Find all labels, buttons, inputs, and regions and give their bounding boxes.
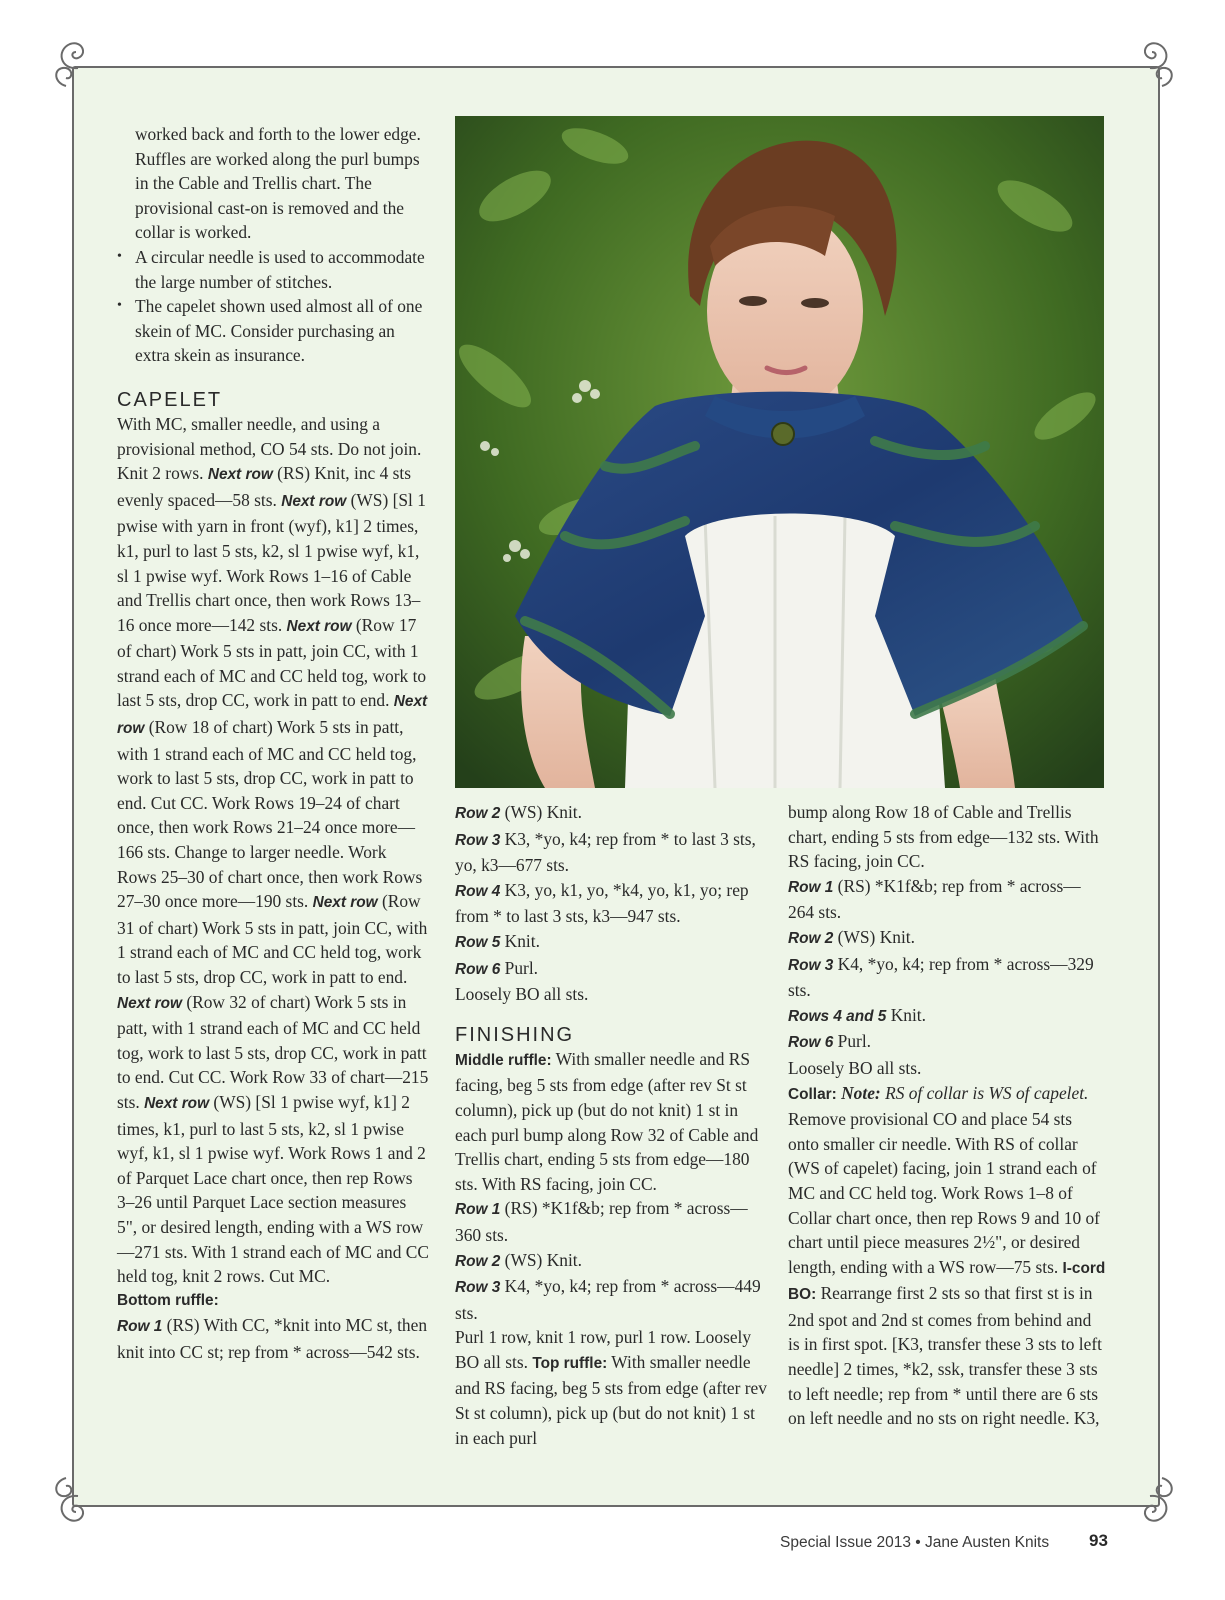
top-row3: Row 3 K4, *yo, k4; rep from * across—329 sts.: [788, 953, 1094, 1001]
middle-row1: Row 1 (RS) *K1f&b; rep from * across—360 sts.: [455, 1198, 748, 1245]
corner-swirl-top-left: [48, 28, 110, 90]
column-2: [455, 800, 771, 1450]
row2-text: Row 2 (WS) Knit.: [455, 802, 582, 822]
capelet-heading: CAPELET: [117, 388, 223, 411]
top-row6: Row 6 Purl.: [788, 1031, 872, 1052]
row3-text: Row 3 K3, *yo, k4; rep from * to last 3 sts, yo, k3—677 sts.: [455, 828, 756, 876]
top-row1: Row 1 (RS) *K1f&b; rep from * across—264 sts.: [788, 875, 1081, 923]
bind-off-text: Loosely BO all sts.: [455, 984, 589, 1005]
top-ruffle-continued: bump along Row 18 of Cable and Trellis chart, ending 5 sts from edge—132 sts. With RS facing, join CC.: [788, 802, 1099, 872]
footer-issue: Special Issue 2013 • Jane Austen Knits: [780, 1534, 1050, 1551]
middle-row3: Row 3 K4, *yo, k4; rep from * across—449 sts.: [455, 1276, 761, 1323]
corner-swirl-bottom-left: [48, 1474, 110, 1536]
finishing-heading: FINISHING: [455, 1023, 575, 1046]
capelet-instructions: With MC, smaller needle, and using a provisional method, CO 54 sts. Do not join. Knit 2 rows. Next row (RS) Knit, inc 4 sts evenly spaced—58 sts. Next row (WS) [Sl 1 pwise with yarn in front (wyf), k1] 2 times, k1, purl to last 5 sts, k2, sl 1 pwise wyf, k1, sl 1 pwise wyf. Work Rows 1–16 of Cable and Trellis chart once, then work Rows 13–16 once more—142 sts. Next row (Row 17 of chart) Work 5 sts in patt, join CC, with 1 strand each of MC and CC held tog, work to last 5 sts, drop CC, work in patt to end. Next row (Row 18 of chart) Work 5 sts in patt, with 1 strand each of MC and CC held tog, work to last 5 sts, drop CC, work in patt to end. Cut CC. Work Rows 19–24 of chart once, then work Rows 21–24 once more—166 sts. Change to larger needle. Work Rows 25–30 of chart once, then work Rows 27–30 once more—190 sts. Next row (Row 31 of chart) Work 5 sts in patt, join CC, with 1 strand each of MC and CC held tog, work to last 5 sts, drop CC, work in patt to end. Next row (Row 32 of chart) Work 5 sts in patt, with 1 strand each of MC and CC held tog, work to last 5 sts, drop CC, work in patt to end. Cut CC. Work Row 33 of chart—215 sts. Next row (WS) [Sl 1 pwise wyf, k1] 2 times, k1, purl to last 5 sts, k2, sl 1 pwise wyf, k1, sl 1 pwise wyf. Work Rows 1 and 2 of Parquet Lace chart once, then rep Rows 3–26 until Parquet Lace section measures 5", or desired length, ending with a WS row—271 sts. With 1 strand each of MC and CC held tog, knit 2 rows. Cut MC.: [117, 413, 429, 1287]
column-3: [788, 800, 1106, 1431]
row6-text: Row 6 Purl.: [455, 957, 539, 978]
intro-text: worked back and forth to the lower edge. Ruffles are worked along the purl bumps in the Cable and Trellis chart. The provisional cast-on is removed and the collar is worked.: [135, 124, 421, 243]
row4-text: Row 4 K3, yo, k1, yo, *k4, yo, k1, yo; rep from * to last 3 sts, k3—947 sts.: [455, 879, 749, 927]
middle-row2: Row 2 (WS) Knit.: [455, 1249, 582, 1270]
bottom-ruffle-label: Bottom ruffle:: [117, 1291, 219, 1309]
middle-ruffle-text: Middle ruffle: With smaller needle and RS facing, beg 5 sts from edge (after rev St st column), pick up (but do not knit) 1 st in each purl bump along Row 32 of Cable and Trellis chart, ending 5 sts from edge—180 sts. With RS facing, join CC.: [455, 1048, 759, 1194]
capelet-photo: [455, 116, 1104, 788]
page-number: 93: [1089, 1531, 1108, 1550]
corner-swirl-top-right: [1118, 28, 1180, 90]
top-ruffle-text: Purl 1 row, knit 1 row, purl 1 row. Loosely BO all sts. Top ruffle: With smaller needle and RS facing, beg 5 sts from edge (after rev St st column), pick up (but do not knit) 1 st in each purl: [455, 1327, 767, 1448]
bullet-skein: • The capelet shown used almost all of one skein of MC. Consider purchasing an extra skein as insurance.: [117, 294, 430, 368]
top-row2: Row 2 (WS) Knit.: [788, 926, 915, 947]
top-bind-off: Loosely BO all sts.: [788, 1057, 922, 1078]
collar-text: Collar: Note: RS of collar is WS of capelet. Remove provisional CO and place 54 sts onto smaller cir needle. With RS of collar (WS of capelet) facing, join 1 strand each of MC and CC held tog. Work Rows 1–8 of Collar chart once, then rep Rows 9 and 10 of chart until piece measures 2½", or desired length, ending with a WS row—75 sts. I-cord BO: Rearrange first 2 sts so that first st is in 2nd spot and 2nd st comes from behind and is in first spot. [K3, transfer these 3 sts to left needle] 2 times, *k2, ssk, transfer these 3 sts to left needle; rep from * until there are 6 sts on left needle and no sts on right needle. K3,: [788, 1082, 1106, 1429]
bullet-circular-needle: • A circular needle is used to accommodate the large number of stitches.: [117, 245, 430, 294]
corner-swirl-bottom-right: [1118, 1474, 1180, 1536]
row5-text: Row 5 Knit.: [455, 930, 540, 951]
top-rows-4-5: Rows 4 and 5 Knit.: [788, 1004, 926, 1025]
bottom-ruffle-row1: Row 1 (RS) With CC, *knit into MC st, then knit into CC st; rep from * across—542 sts.: [117, 1315, 428, 1362]
column-1: [117, 122, 430, 1365]
